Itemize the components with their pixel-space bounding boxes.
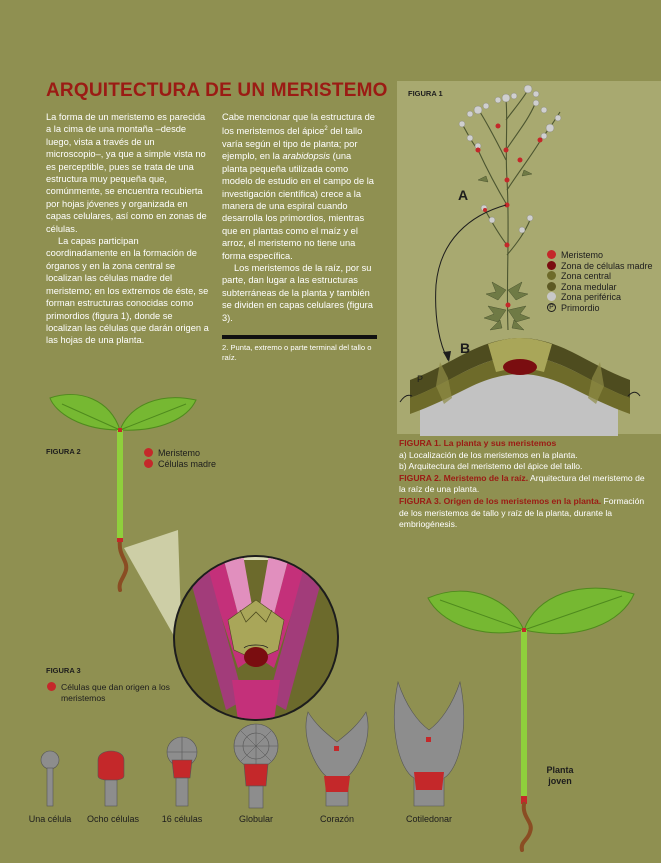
- legend-item-stem-cells: [546, 261, 656, 272]
- paragraph: La forma de un meristemo es parecida a la cima de una montaña –desde luego, vista a través de un microscopio–, ya que a simple vista no es perceptible, pues se trata de una estructura muy pequeña que, comúnmente, se encuentra recubierta por hojas jóvenes y organizada en capas celulares, así como en zonas de células.: [46, 112, 207, 234]
- caption-text: b) Arquitectura del meristemo del ápice del tallo.: [399, 461, 583, 472]
- meristem-dot-icon: [547, 250, 556, 259]
- legend-label: Primordio: [561, 302, 600, 313]
- caption-title: FIGURA 3. Origen de los meristemos en la planta.: [399, 495, 602, 506]
- central-zone-dot-icon: [547, 271, 556, 280]
- legend-label: Células madre: [158, 459, 217, 469]
- stage-cotyledonary: [394, 682, 463, 806]
- legend-label: Zona de células madre: [561, 260, 653, 271]
- caption-text: a) Localización de los meristemos en la planta.: [399, 449, 578, 460]
- legend-item-medullary-zone: [546, 282, 656, 293]
- legend-label: Zona medular: [561, 281, 617, 292]
- caption-text: Formación de los meristemos de tallo y raíz de la planta, durante la embriogénesis.: [399, 495, 645, 530]
- footnote: 2. Punta, extremo o parte terminal del tallo o raíz.: [222, 343, 372, 362]
- stem-cell-dot-icon: [144, 459, 153, 468]
- text-run: del tallo varía según el tipo de planta; por ejemplo, en la: [222, 126, 363, 162]
- legend-item-stem-cells: [143, 459, 216, 470]
- legend-label: Meristemo: [561, 250, 604, 260]
- footnote-ref: 2: [324, 126, 328, 133]
- legend-label: Zona central: [561, 271, 612, 282]
- caption-title: FIGURA 1. La planta y sus meristemos: [399, 438, 557, 448]
- figure-3-legend: [46, 682, 171, 703]
- legend-label: Zona periférica: [561, 292, 622, 303]
- text-run: (una planta pequeña utilizada como modelo de estudio en el campo de la investigación científica) crece a la manera de una espiral cuando desarrolla los primordios, mientras que en plantas como el maíz y el arroz, el meristemo no tiene una forma específica.: [222, 151, 374, 261]
- legend-label: Meristemo: [158, 448, 201, 458]
- legend-item-origin-cells: [46, 682, 171, 703]
- stem-cell-dot-icon: [547, 261, 556, 270]
- figure-3-label: FIGURA 3: [46, 666, 81, 675]
- caption-title: FIGURA 2. Meristemo de la raíz.: [399, 472, 529, 483]
- primordium-symbol-icon: P: [547, 303, 556, 312]
- stage-label-cotyledonary: Cotiledonar: [405, 814, 453, 824]
- figure-1-plant: [436, 85, 561, 362]
- text-run: Cabe mencionar que la estructura de los meristemos del ápice: [222, 112, 375, 137]
- caption-text: Arquitectura del meristemo de la raíz de una planta.: [399, 472, 645, 495]
- figure-captions: [399, 438, 649, 531]
- figure-2-root-zoom: [174, 526, 338, 720]
- peripheral-zone-dot-icon: [547, 292, 556, 301]
- stage-label-sixteen-cells: 16 células: [161, 814, 203, 824]
- stage-label-one-cell: Una célula: [28, 814, 72, 824]
- primordium-label: P: [417, 374, 424, 384]
- paragraph: Los meristemos de la raíz, por su parte, dan lugar a las estructuras subterráneas de la planta y también se dividen en capas celulares (figura 3).: [222, 262, 373, 323]
- stage-heart: [306, 712, 368, 806]
- figure-1b-meristem-diagram: [400, 338, 640, 436]
- figure-2-legend: [143, 448, 216, 470]
- stage-label-heart: Corazón: [319, 814, 355, 824]
- origin-cells-dot-icon: [47, 682, 56, 691]
- figure-1-letter-a: A: [458, 187, 469, 203]
- stage-label-globular: Globular: [238, 814, 274, 824]
- legend-item-central-zone: [546, 271, 656, 282]
- figure-2-label: FIGURA 2: [46, 447, 81, 456]
- legend-item-meristem: [143, 448, 216, 459]
- legend-label: Células que dan origen a los meristemos: [61, 682, 170, 703]
- legend-item-meristem: [546, 250, 656, 261]
- figure-1-legend: [546, 250, 656, 314]
- meristem-dot-icon: [144, 448, 153, 457]
- stage-eight-cells: [98, 751, 124, 806]
- figure-2-plant: [50, 395, 196, 650]
- legend-item-primordium: [546, 303, 656, 314]
- figure-1-label: FIGURA 1: [408, 89, 443, 98]
- stage-sixteen-cells: [167, 737, 197, 806]
- figure-1-letter-b: B: [460, 340, 471, 356]
- paragraph: La capas participan coordinadamente en la formación de órganos y en la zona central se localizan las células madre del meristemo; en los extremos de éste, se forman estructuras conocidas como primordios (figura 1), donde se localizan las células que darán origen a las hojas de una planta.: [46, 236, 209, 346]
- legend-item-peripheral-zone: [546, 292, 656, 303]
- stage-label-eight-cells: Ocho células: [86, 814, 140, 824]
- young-plant-label: Planta joven: [546, 765, 574, 786]
- stage-globular: [234, 724, 278, 808]
- page-title: ARQUITECTURA DE UN MERISTEMO: [46, 80, 388, 101]
- medullary-zone-dot-icon: [547, 282, 556, 291]
- species-name: arabidopsis: [282, 151, 331, 162]
- stage-one-cell: [41, 751, 59, 806]
